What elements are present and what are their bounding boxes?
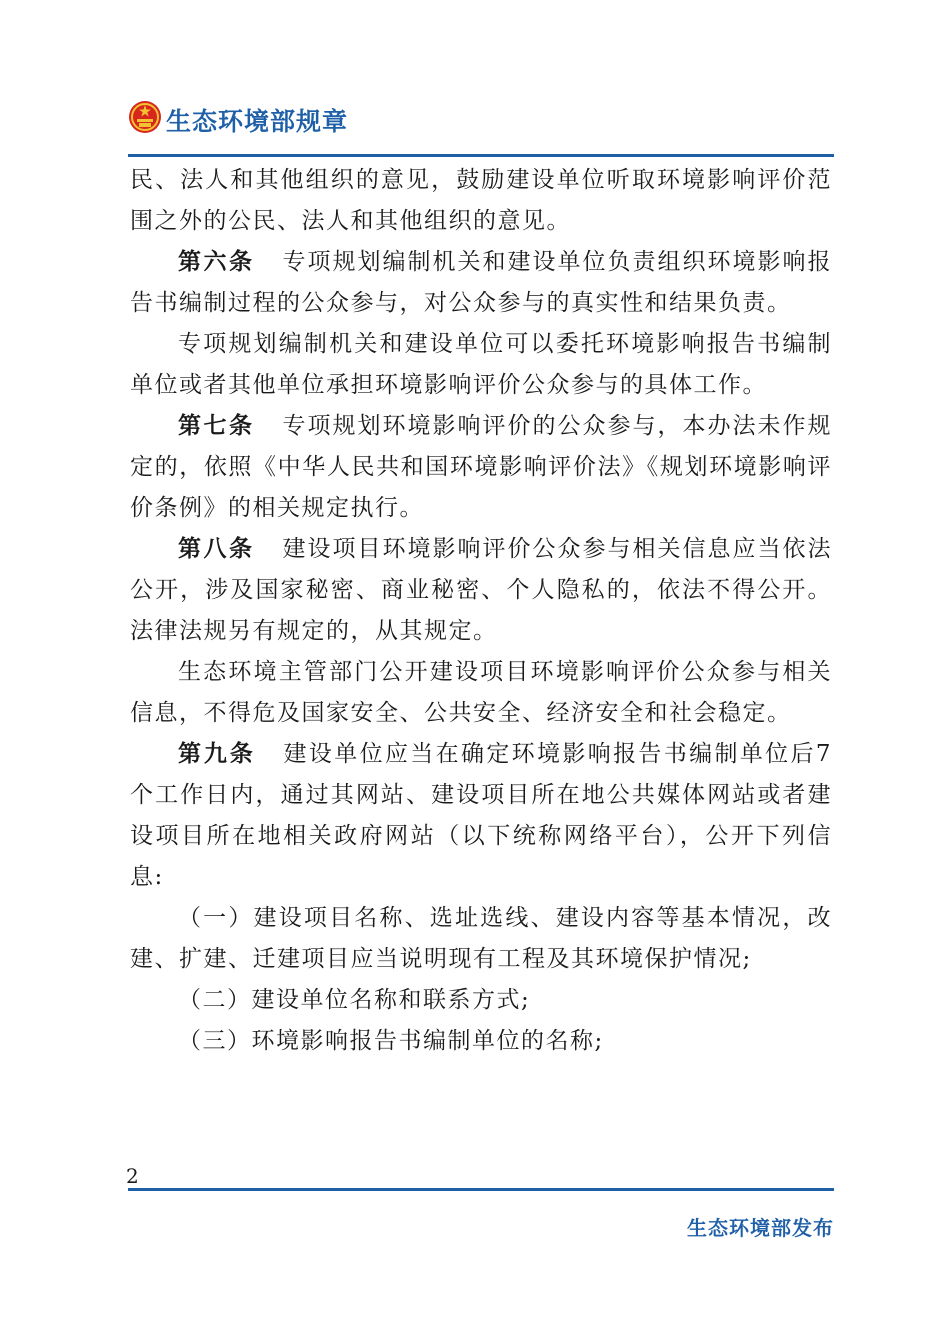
- paragraph: 民、法人和其他组织的意见，鼓励建设单位听取环境影响评价范围之外的公民、法人和其他组织的意见。: [130, 167, 832, 234]
- paragraph: 专项规划编制机关和建设单位可以委托环境影响报告书编制单位或者其他单位承担环境影响评价公众参与的具体工作。: [130, 331, 832, 398]
- header-divider: [128, 154, 834, 157]
- paragraph: 第六条 专项规划编制机关和建设单位负责组织环境影响报告书编制过程的公众参与，对公众参与的真实性和结果负责。: [130, 249, 832, 316]
- paragraph: 第八条 建设项目环境影响评价公众参与相关信息应当依法公开，涉及国家秘密、商业秘密、个人隐私的，依法不得公开。法律法规另有规定的，从其规定。: [130, 536, 832, 644]
- header-title: 生态环境部规章: [166, 107, 349, 136]
- article-number: 第八条: [178, 536, 255, 562]
- page-header: [128, 96, 834, 156]
- paragraph: （三）环境影响报告书编制单位的名称;: [178, 1028, 604, 1054]
- paragraph: （二）建设单位名称和联系方式;: [178, 987, 531, 1013]
- article-number: 第六条: [178, 249, 255, 275]
- paragraph: （一）建设项目名称、选址选线、建设内容等基本情况，改建、扩建、迁建项目应当说明现有工程及其环境保护情况;: [130, 905, 832, 972]
- article-number: 第九条: [178, 741, 256, 767]
- article-number: 第七条: [178, 413, 255, 439]
- paragraph: 第七条 专项规划环境影响评价的公众参与，本办法未作规定的，依照《中华人民共和国环境影响评价法》《规划环境影响评价条例》的相关规定执行。: [130, 413, 832, 521]
- footer-divider: [128, 1188, 834, 1191]
- footer-publisher: 生态环境部发布: [687, 1216, 834, 1240]
- paragraph: 生态环境主管部门公开建设项目环境影响评价公众参与相关信息，不得危及国家安全、公共安全、经济安全和社会稳定。: [130, 659, 832, 726]
- paragraph: 第九条 建设单位应当在确定环境影响报告书编制单位后7个工作日内，通过其网站、建设项目所在地公共媒体网站或者建设项目所在地相关政府网站（以下统称网络平台），公开下列信息:: [130, 741, 832, 890]
- national-emblem-icon: [128, 100, 162, 134]
- page-number: 2: [126, 1164, 139, 1188]
- document-body: [130, 160, 832, 1062]
